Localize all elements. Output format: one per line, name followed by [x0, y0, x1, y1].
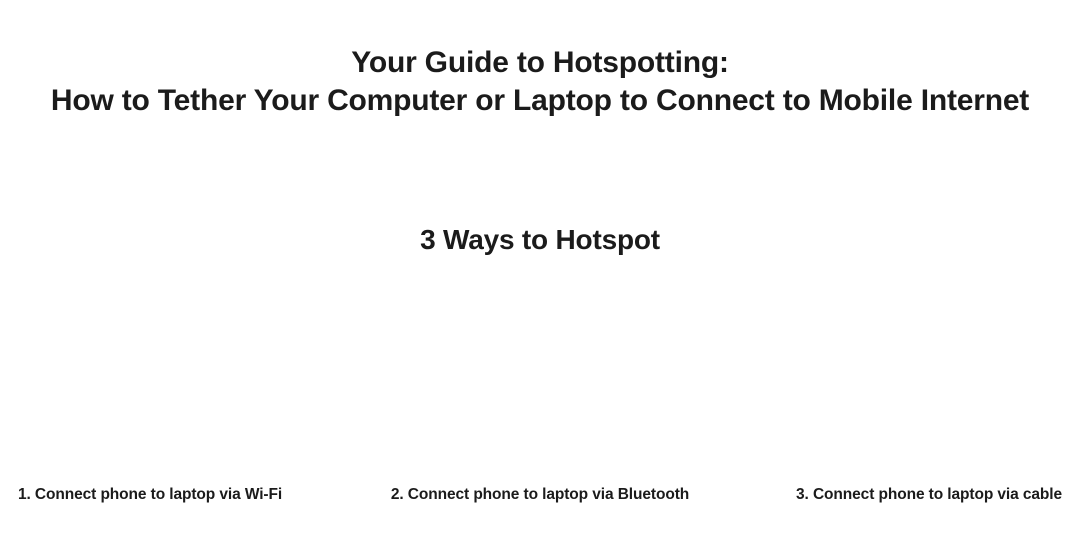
- method-column-bluetooth: [375, 484, 705, 506]
- section-heading: 3 Ways to Hotspot: [420, 224, 660, 255]
- page-title: [0, 44, 1080, 120]
- method-column-wifi: [18, 484, 348, 506]
- method-columns: [0, 484, 1080, 506]
- illustration-area: [0, 290, 1080, 470]
- method-caption: 1. Connect phone to laptop via Wi-Fi: [18, 486, 283, 503]
- title-line-primary: Your Guide to Hotspotting:: [351, 46, 729, 79]
- method-caption: 2. Connect phone to laptop via Bluetooth: [390, 486, 690, 503]
- method-column-cable: [732, 484, 1062, 506]
- title-line-secondary: How to Tether Your Computer or Laptop to Connect to Mobile Internet: [50, 84, 1030, 117]
- method-caption: 3. Connect phone to laptop via cable: [796, 486, 1062, 503]
